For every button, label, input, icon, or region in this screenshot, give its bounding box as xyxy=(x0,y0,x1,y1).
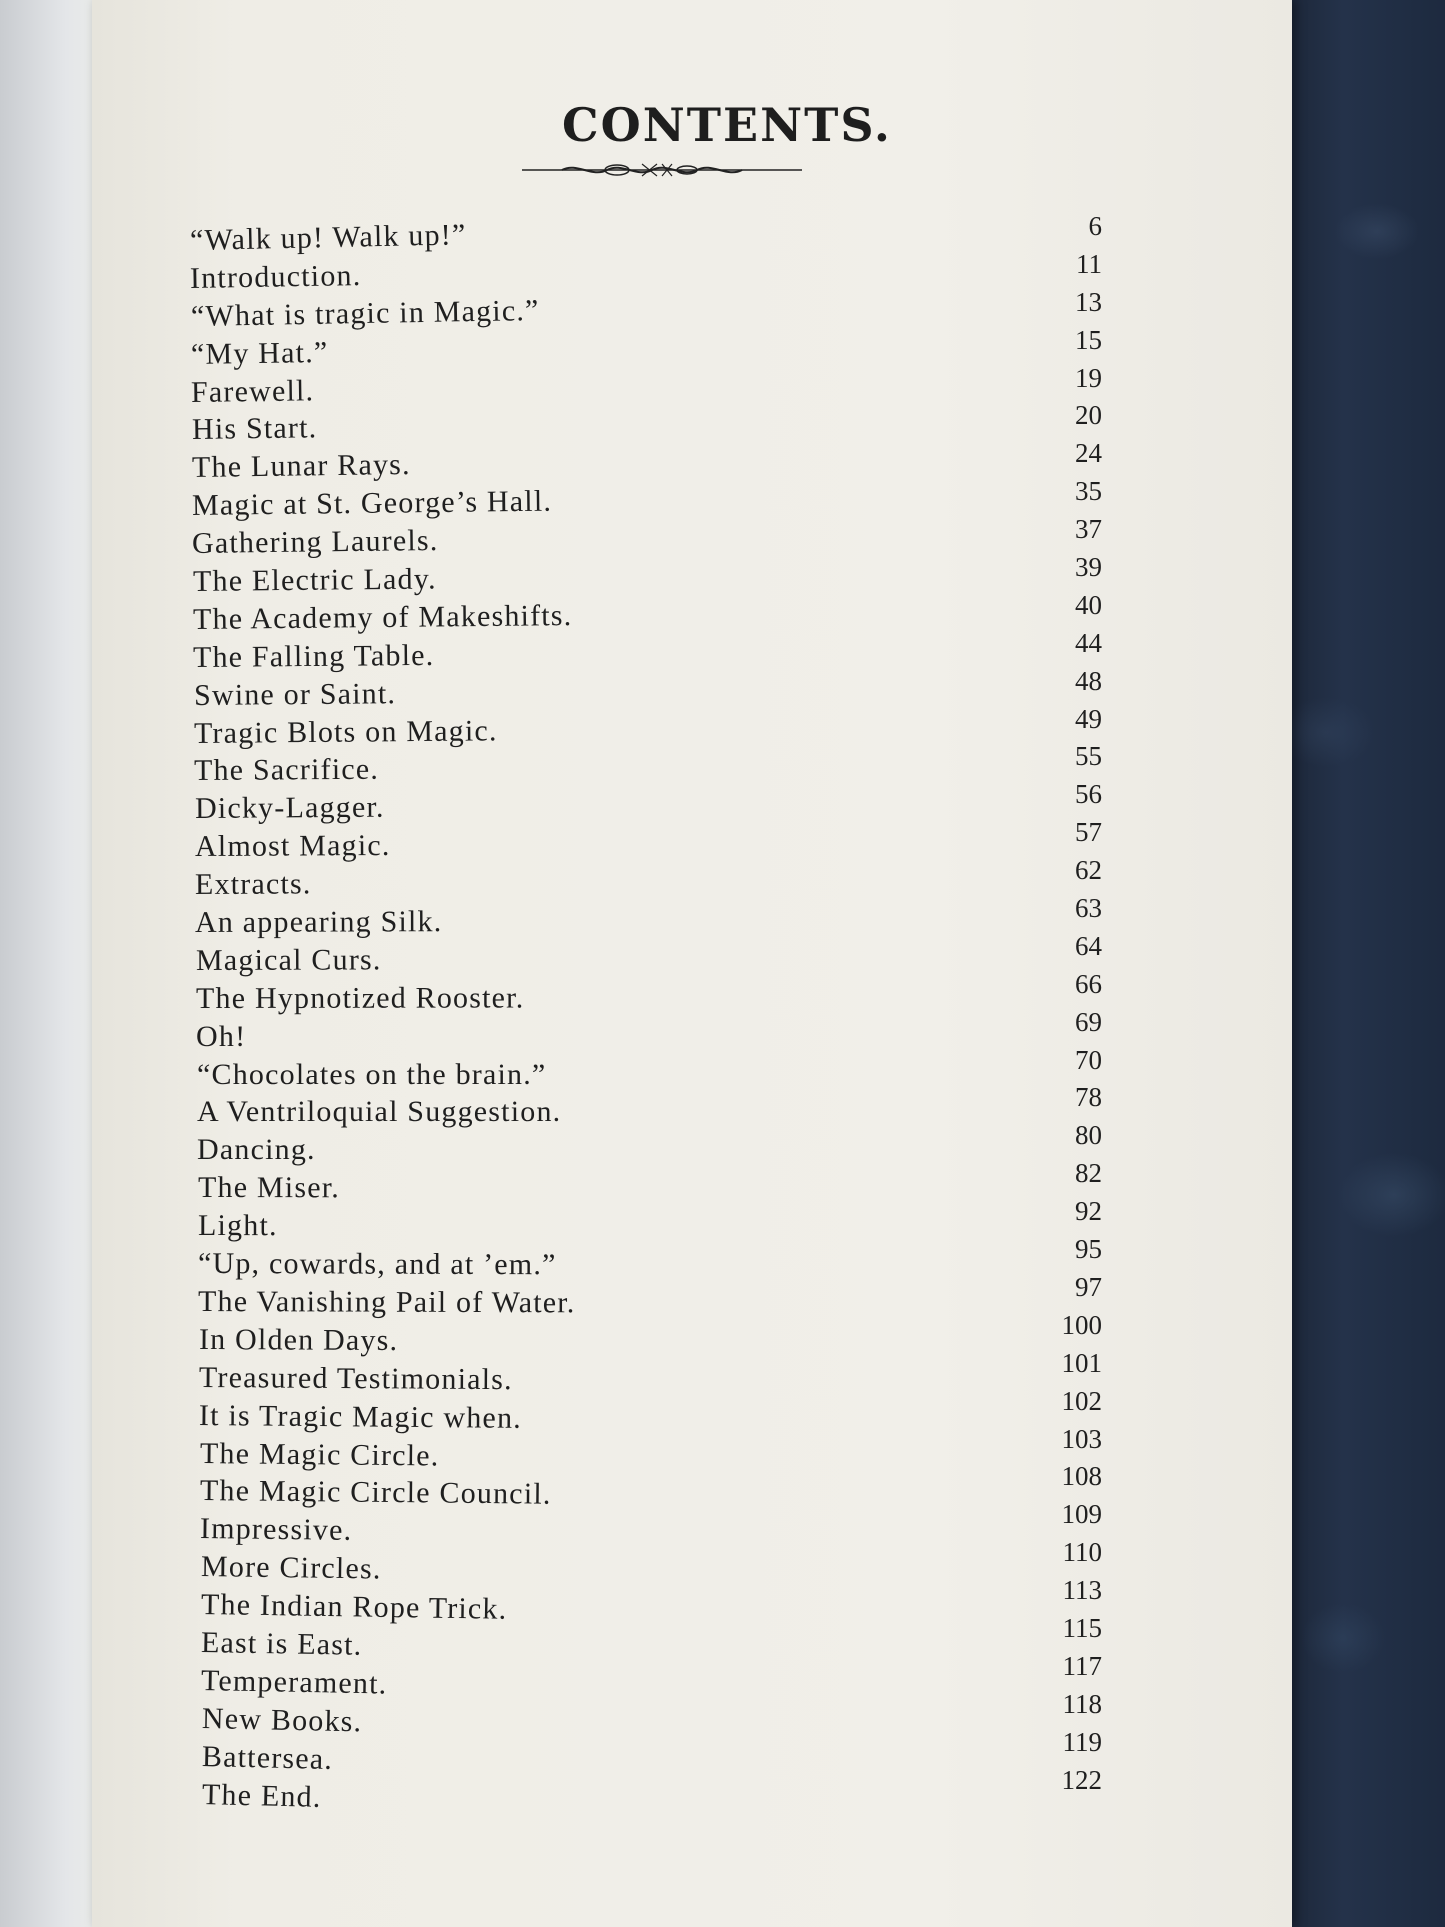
toc-entry-page-number: 92 xyxy=(1075,1196,1102,1227)
toc-entry-title: The End. xyxy=(201,1777,322,1814)
toc-entry-title: The Miser. xyxy=(197,1171,341,1205)
toc-entry-page-number: 101 xyxy=(1061,1347,1102,1378)
toc-entry-page-number: 69 xyxy=(1075,1006,1102,1037)
toc-entry-page-number: 119 xyxy=(1062,1726,1102,1757)
toc-entry-title: The Magic Circle Council. xyxy=(199,1474,552,1512)
toc-entry-page-number: 13 xyxy=(1075,286,1102,317)
toc-entry-page-number: 39 xyxy=(1075,552,1102,583)
toc-entry-title: “My Hat.” xyxy=(190,335,329,371)
toc-entry-page-number: 109 xyxy=(1061,1499,1102,1530)
toc-entry-title: The Magic Circle. xyxy=(199,1436,440,1473)
toc-entry-page-number: 55 xyxy=(1075,741,1102,772)
background-fabric xyxy=(1275,0,1445,1927)
toc-entry-title: It is Tragic Magic when. xyxy=(198,1398,523,1435)
toc-entry-page-number: 66 xyxy=(1075,968,1102,999)
toc-entry-title: The Lunar Rays. xyxy=(191,448,411,485)
toc-entry-page-number: 110 xyxy=(1062,1537,1102,1568)
toc-entry-page-number: 117 xyxy=(1062,1650,1102,1681)
toc-entry-page-number: 44 xyxy=(1075,627,1102,658)
toc-entry-title: Temperament. xyxy=(200,1663,388,1701)
toc-entry-title: “Up, cowards, and at ’em.” xyxy=(197,1247,557,1282)
toc-entry-page-number: 118 xyxy=(1062,1688,1102,1719)
toc-entry-title: A Ventriloquial Suggestion. xyxy=(197,1095,562,1129)
toc-entry-title: More Circles. xyxy=(200,1550,382,1586)
toc-entry-page-number: 97 xyxy=(1075,1271,1102,1302)
toc-entry-page-number: 82 xyxy=(1075,1158,1102,1189)
toc-entry-page-number: 20 xyxy=(1075,400,1102,431)
toc-entry-title: The Falling Table. xyxy=(192,638,435,674)
page-title: CONTENTS. xyxy=(562,98,892,152)
toc-entry-title: Dancing. xyxy=(197,1133,316,1167)
toc-entry-title: Almost Magic. xyxy=(194,829,391,864)
toc-entry-title: “Walk up! Walk up!” xyxy=(189,218,467,257)
toc-entry-title: His Start. xyxy=(191,411,318,447)
toc-entry-page-number: 19 xyxy=(1075,362,1102,393)
toc-entry-page-number: 78 xyxy=(1075,1082,1102,1113)
toc-entry-page-number: 49 xyxy=(1075,703,1102,734)
toc-entry-title: Tragic Blots on Magic. xyxy=(193,713,498,750)
toc-entry-title: Magical Curs. xyxy=(195,943,382,977)
toc-entry-title: “What is tragic in Magic.” xyxy=(190,293,540,333)
toc-entry-page-number: 15 xyxy=(1075,324,1102,355)
table-of-contents xyxy=(189,211,1190,1814)
toc-entry-title: “Chocolates on the brain.” xyxy=(197,1057,547,1091)
toc-entry-title: New Books. xyxy=(201,1701,363,1739)
toc-entry xyxy=(201,1764,1190,1814)
toc-entry-page-number: 113 xyxy=(1062,1575,1102,1606)
toc-entry-page-number: 48 xyxy=(1075,665,1102,696)
toc-entry-page-number: 63 xyxy=(1075,893,1102,924)
toc-entry-title: Magic at St. George’s Hall. xyxy=(191,484,553,523)
toc-entry-page-number: 62 xyxy=(1075,855,1102,886)
toc-entry-title: Introduction. xyxy=(189,258,362,295)
toc-entry-page-number: 57 xyxy=(1075,817,1102,848)
toc-entry-title: Oh! xyxy=(196,1019,247,1053)
toc-entry-page-number: 95 xyxy=(1075,1234,1102,1265)
toc-entry-title: In Olden Days. xyxy=(198,1322,399,1357)
toc-entry-page-number: 35 xyxy=(1075,476,1102,507)
toc-entry-title: The Vanishing Pail of Water. xyxy=(197,1284,576,1320)
toc-entry-page-number: 64 xyxy=(1075,930,1102,961)
toc-entry-page-number: 80 xyxy=(1075,1120,1102,1151)
toc-entry-page-number: 100 xyxy=(1061,1309,1102,1340)
book-page xyxy=(92,0,1292,1927)
toc-entry-page-number: 56 xyxy=(1075,779,1102,810)
toc-entry-page-number: 103 xyxy=(1061,1423,1102,1454)
toc-entry-page-number: 115 xyxy=(1062,1612,1102,1643)
toc-entry-title: Battersea. xyxy=(201,1739,334,1776)
toc-entry-page-number: 11 xyxy=(1076,248,1102,279)
toc-entry-title: Treasured Testimonials. xyxy=(198,1360,513,1396)
toc-entry-title: The Academy of Makeshifts. xyxy=(192,598,573,636)
toc-entry-title: The Indian Rope Trick. xyxy=(200,1588,508,1626)
toc-entry-title: Gathering Laurels. xyxy=(191,524,439,561)
toc-entry-title: Dicky-Lagger. xyxy=(194,791,385,826)
toc-entry-title: Farewell. xyxy=(190,373,315,409)
toc-entry-title: East is East. xyxy=(200,1625,363,1662)
toc-entry-page-number: 108 xyxy=(1061,1461,1102,1492)
toc-entry-page-number: 40 xyxy=(1075,589,1102,620)
toc-entry-page-number: 122 xyxy=(1061,1764,1102,1795)
toc-entry-title: Light. xyxy=(197,1209,278,1243)
toc-entry-page-number: 24 xyxy=(1075,438,1102,469)
toc-entry-title: The Sacrifice. xyxy=(193,753,380,788)
toc-entry-page-number: 37 xyxy=(1075,514,1102,545)
toc-entry-title: Impressive. xyxy=(199,1512,353,1548)
ornament-divider-icon xyxy=(522,160,802,180)
toc-entry-page-number: 70 xyxy=(1075,1044,1102,1075)
toc-entry-title: The Electric Lady. xyxy=(192,562,437,599)
toc-entry-title: Extracts. xyxy=(194,867,312,902)
toc-entry-page-number: 102 xyxy=(1061,1385,1102,1416)
toc-entry-page-number: 6 xyxy=(1088,211,1102,241)
toc-entry-title: An appearing Silk. xyxy=(194,905,443,940)
toc-entry-title: Swine or Saint. xyxy=(193,676,397,712)
toc-entry-title: The Hypnotized Rooster. xyxy=(195,981,525,1015)
